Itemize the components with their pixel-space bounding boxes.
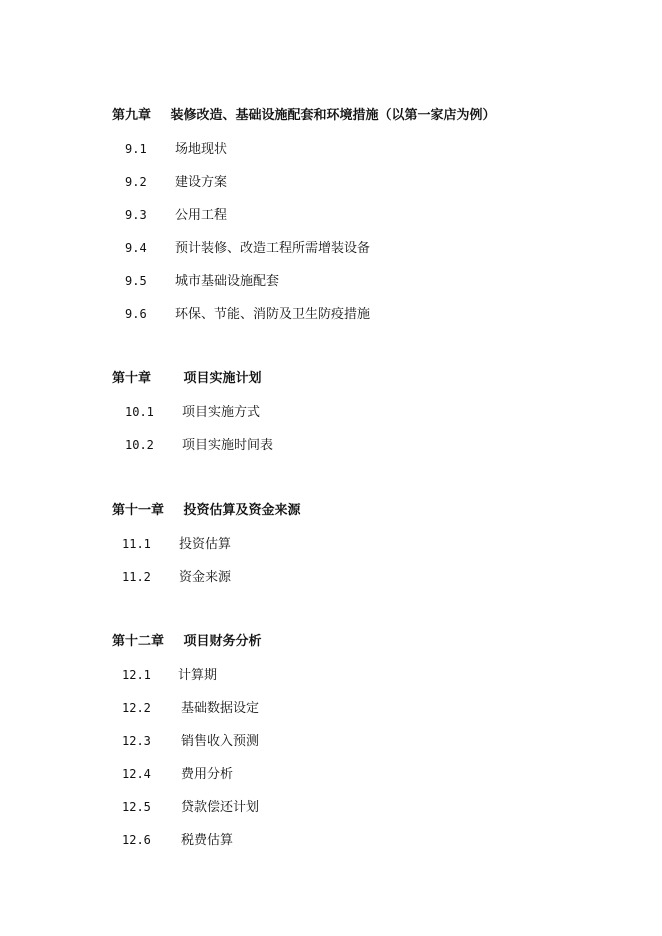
section-item [112, 665, 632, 685]
section-item [112, 698, 632, 718]
chapter-label: 第十一章 [112, 503, 165, 518]
section-item [112, 567, 632, 587]
section-number: 11.2 [122, 570, 151, 584]
section-number: 12.3 [122, 734, 151, 748]
section-number: 9.6 [125, 307, 147, 321]
section-title: 场地现状 [175, 142, 228, 157]
section-title: 费用分析 [181, 767, 234, 782]
chapter-label: 第九章 [112, 108, 152, 123]
section-number: 12.4 [122, 767, 151, 781]
section-item [112, 830, 632, 850]
chapter-heading [112, 632, 632, 652]
chapter-heading [112, 501, 632, 521]
section-item [112, 205, 632, 225]
section-number: 9.4 [125, 241, 147, 255]
section-number: 9.1 [125, 142, 147, 156]
section-title: 资金来源 [179, 570, 232, 585]
chapter-10 [112, 369, 632, 468]
section-title: 计算期 [178, 668, 218, 683]
section-title: 环保、节能、消防及卫生防疫措施 [175, 307, 371, 322]
chapter-11 [112, 501, 632, 600]
chapter-title: 项目财务分析 [183, 634, 262, 649]
section-number: 12.5 [122, 800, 151, 814]
section-number: 9.2 [125, 175, 147, 189]
chapter-12 [112, 632, 632, 863]
section-number: 11.1 [122, 537, 151, 551]
chapter-heading [112, 369, 632, 389]
section-item [112, 304, 632, 324]
section-number: 9.3 [125, 208, 147, 222]
section-number: 10.2 [125, 438, 154, 452]
section-item [112, 731, 632, 751]
section-title: 公用工程 [175, 208, 228, 223]
section-item [112, 402, 632, 422]
section-number: 12.1 [122, 668, 151, 682]
section-title: 贷款偿还计划 [181, 800, 260, 815]
section-item [112, 238, 632, 258]
section-title: 建设方案 [175, 175, 228, 190]
section-title: 税费估算 [181, 833, 234, 848]
section-title: 预计装修、改造工程所需增装设备 [175, 241, 371, 256]
section-item [112, 172, 632, 192]
section-item [112, 534, 632, 554]
chapter-9 [112, 106, 632, 337]
chapter-heading [112, 106, 632, 126]
section-number: 12.6 [122, 833, 151, 847]
section-number: 12.2 [122, 701, 151, 715]
section-title: 基础数据设定 [181, 701, 260, 716]
chapter-label: 第十二章 [112, 634, 165, 649]
section-title: 投资估算 [179, 537, 232, 552]
section-title: 项目实施方式 [182, 405, 261, 420]
chapter-title: 项目实施计划 [183, 371, 262, 386]
section-title: 城市基础设施配套 [175, 274, 280, 289]
section-title: 销售收入预测 [181, 734, 260, 749]
section-number: 9.5 [125, 274, 147, 288]
section-item [112, 139, 632, 159]
section-item [112, 435, 632, 455]
section-item [112, 271, 632, 291]
chapter-title: 装修改造、基础设施配套和环境措施（以第一家店为例） [170, 108, 496, 123]
section-number: 10.1 [125, 405, 154, 419]
section-item [112, 797, 632, 817]
section-item [112, 764, 632, 784]
chapter-title: 投资估算及资金来源 [183, 503, 301, 518]
chapter-label: 第十章 [112, 371, 152, 386]
section-title: 项目实施时间表 [182, 438, 274, 453]
